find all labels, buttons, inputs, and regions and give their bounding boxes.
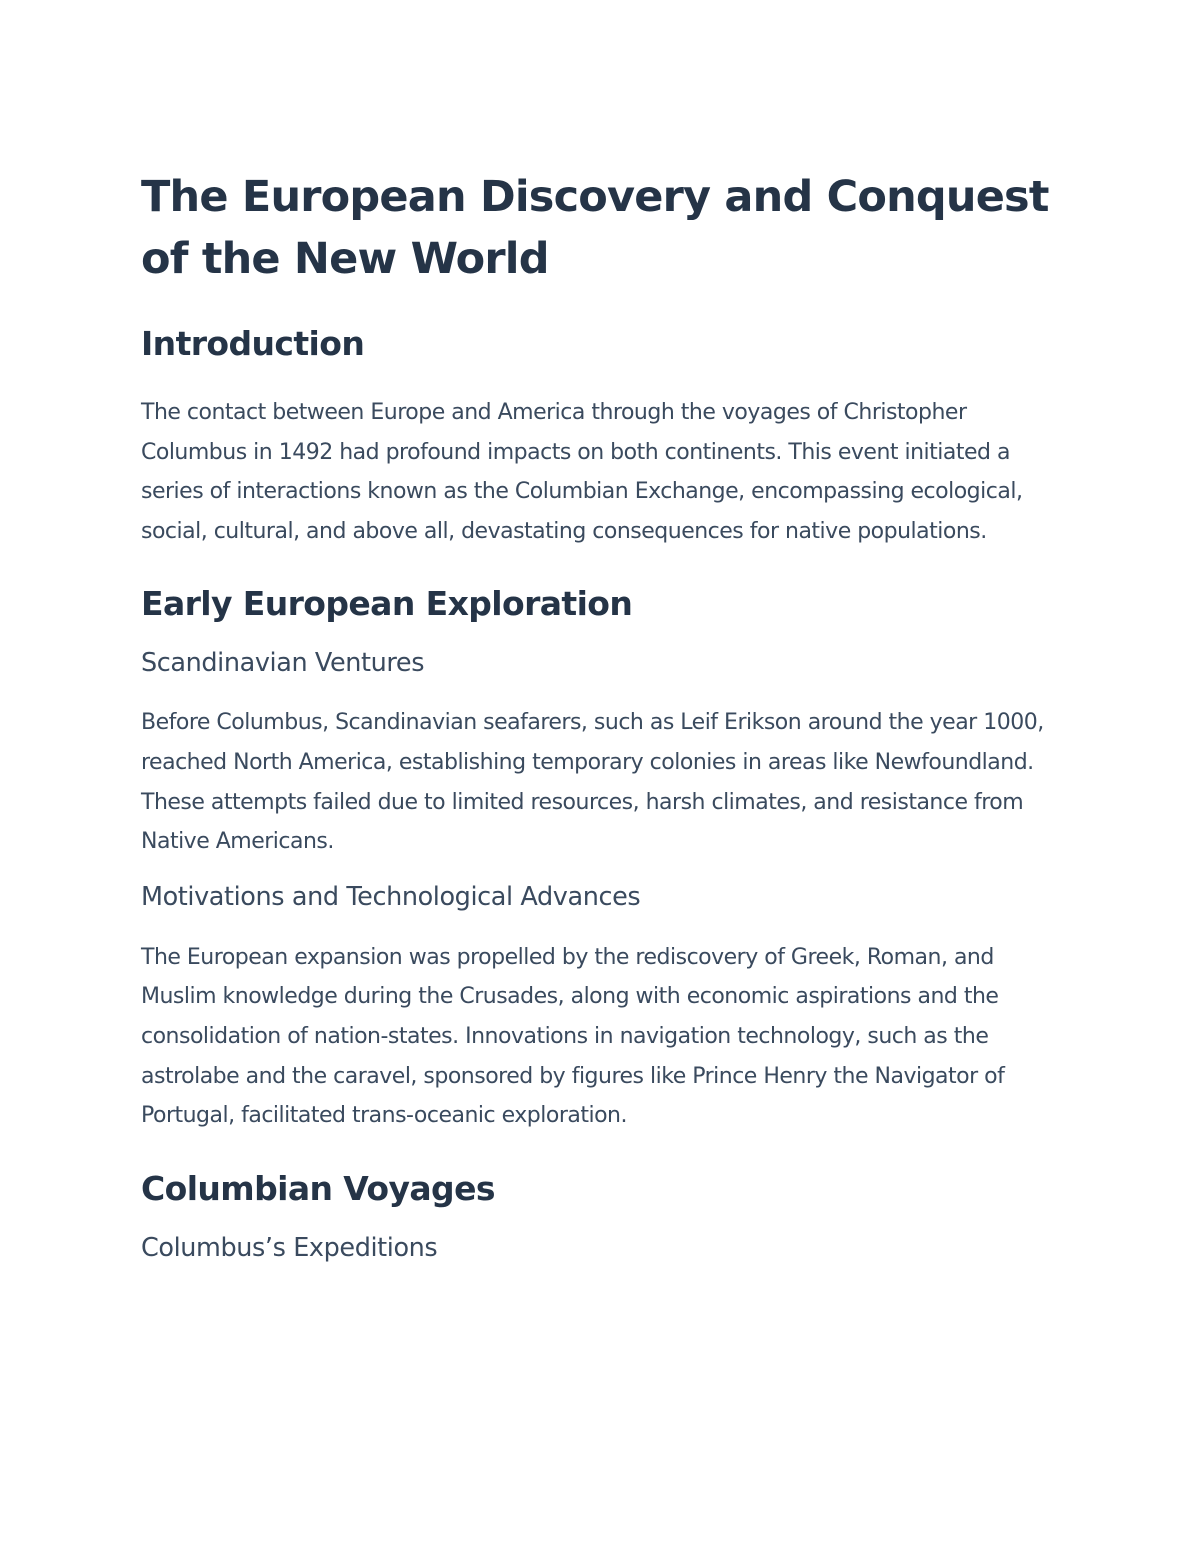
- subsection-heading-motivations: Motivations and Technological Advances: [141, 881, 641, 912]
- subsection-heading-expeditions: Columbus’s Expeditions: [141, 1232, 438, 1263]
- section-heading-columbian-voyages: Columbian Voyages: [141, 1168, 495, 1208]
- section-heading-early-exploration: Early European Exploration: [141, 584, 633, 624]
- section-heading-introduction: Introduction: [141, 324, 365, 363]
- motivations-paragraph: The European expansion was propelled by the rediscovery of Greek, Roman, and Muslim knowledge during the Crusades, along with economic aspirations and the consolidation of nation-states. Innovations in navigation technology, such as the astrolabe and the caravel, sponsored by figures like Prince Henry the Navigator of Portugal, facilitated trans-oceanic exploration.: [141, 944, 1005, 1129]
- introduction-paragraph: The contact between Europe and America through the voyages of Christopher Columbus in 1492 had profound impacts on both continents. This event initiated a series of interactions known as the Columbian Exchange, encompassing ecological, social, cultural, and above all, devastating consequences for native populations.: [141, 400, 1023, 544]
- subsection-heading-scandinavian: Scandinavian Ventures: [141, 648, 425, 679]
- document-title: The European Discovery and Conquest of the New World: [141, 172, 1049, 284]
- scandinavian-paragraph: Before Columbus, Scandinavian seafarers, such as Leif Erikson around the year 1000, reached North America, establishing temporary colonies in areas like Newfoundland. These attempts failed due to limited resources, harsh climates, and resistance from Native Americans.: [141, 710, 1044, 855]
- document-page: [141, 166, 1061, 1265]
